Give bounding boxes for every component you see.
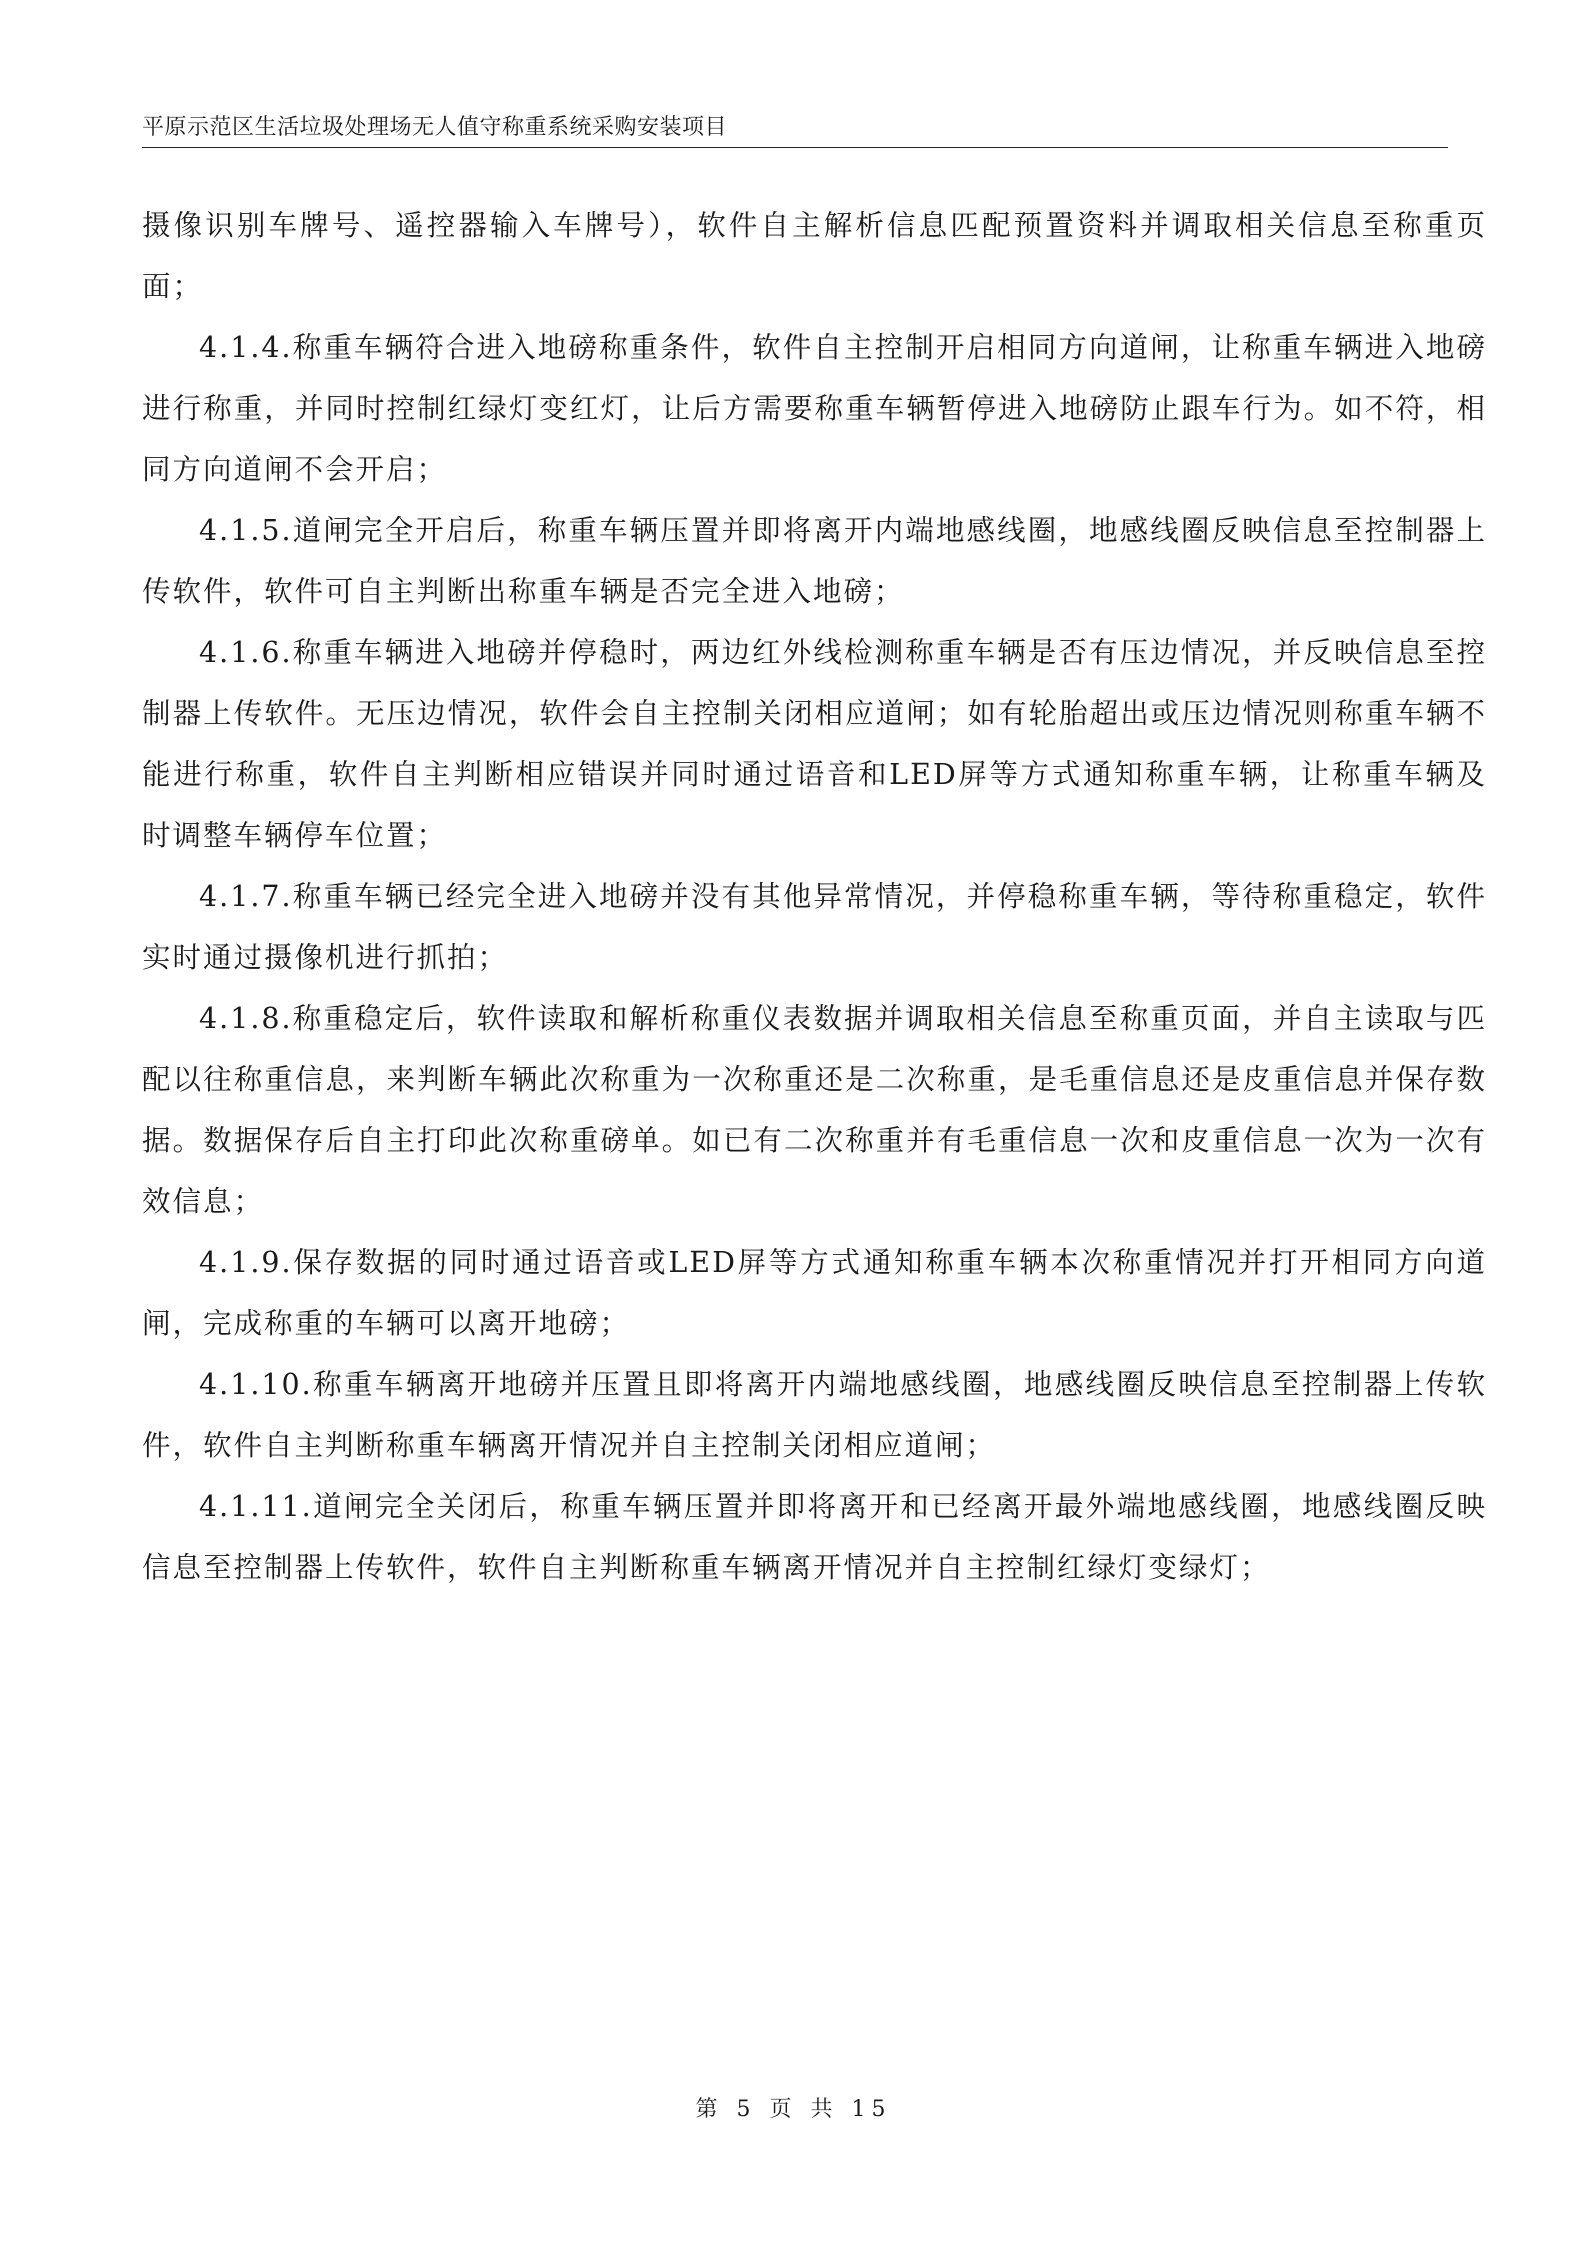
paragraph-4-1-11: 4.1.11.道闸完全关闭后，称重车辆压置并即将离开和已经离开最外端地感线圈，地感线圈反映信息至控制器上传软件，软件自主判断称重车辆离开情况并自主控制红绿灯变绿灯； xyxy=(142,1490,1487,1584)
paragraph-4-1-10: 4.1.10.称重车辆离开地磅并压置且即将离开内端地感线圈，地感线圈反映信息至控制器上传软件，软件自主判断称重车辆离开情况并自主控制关闭相应道闸； xyxy=(142,1368,1487,1462)
paragraph-4-1-6: 4.1.6.称重车辆进入地磅并停稳时，两边红外线检测称重车辆是否有压边情况，并反映信息至控制器上传软件。无压边情况，软件会自主控制关闭相应道闸；如有轮胎超出或压边情况则称重车辆不能进行称重，软件自主判断相应错误并同时通过语音和LED屏等方式通知称重车辆，让称重车辆及时调整车辆停车位置； xyxy=(142,636,1487,852)
page-header xyxy=(142,104,1448,148)
document-title: 平原示范区生活垃圾处理场无人值守称重系统采购安装项目 xyxy=(142,115,728,140)
page-number: 第 5 页 共 15 xyxy=(695,2097,892,2122)
paragraph-4-1-9: 4.1.9.保存数据的同时通过语音或LED屏等方式通知称重车辆本次称重情况并打开相同方向道闸，完成称重的车辆可以离开地磅； xyxy=(142,1246,1487,1340)
paragraph-4-1-7: 4.1.7.称重车辆已经完全进入地磅并没有其他异常情况，并停稳称重车辆，等待称重稳定，软件实时通过摄像机进行抓拍； xyxy=(142,880,1487,974)
paragraph-4-1-4: 4.1.4.称重车辆符合进入地磅称重条件，软件自主控制开启相同方向道闸，让称重车辆进入地磅进行称重，并同时控制红绿灯变红灯，让后方需要称重车辆暂停进入地磅防止跟车行为。如不符，相同方向道闸不会开启； xyxy=(142,331,1487,486)
paragraph-4-1-8: 4.1.8.称重稳定后，软件读取和解析称重仪表数据并调取相关信息至称重页面，并自主读取与匹配以往称重信息，来判断车辆此次称重为一次称重还是二次称重，是毛重信息还是皮重信息并保存数据。数据保存后自主打印此次称重磅单。如已有二次称重并有毛重信息一次和皮重信息一次为一次有效信息； xyxy=(142,1002,1487,1218)
paragraph-4-1-5: 4.1.5.道闸完全开启后，称重车辆压置并即将离开内端地感线圈，地感线圈反映信息至控制器上传软件，软件可自主判断出称重车辆是否完全进入地磅； xyxy=(142,514,1487,608)
document-body xyxy=(142,195,1487,1598)
paragraph-continuation: 摄像识别车牌号、遥控器输入车牌号），软件自主解析信息匹配预置资料并调取相关信息至称重页面； xyxy=(142,209,1487,303)
